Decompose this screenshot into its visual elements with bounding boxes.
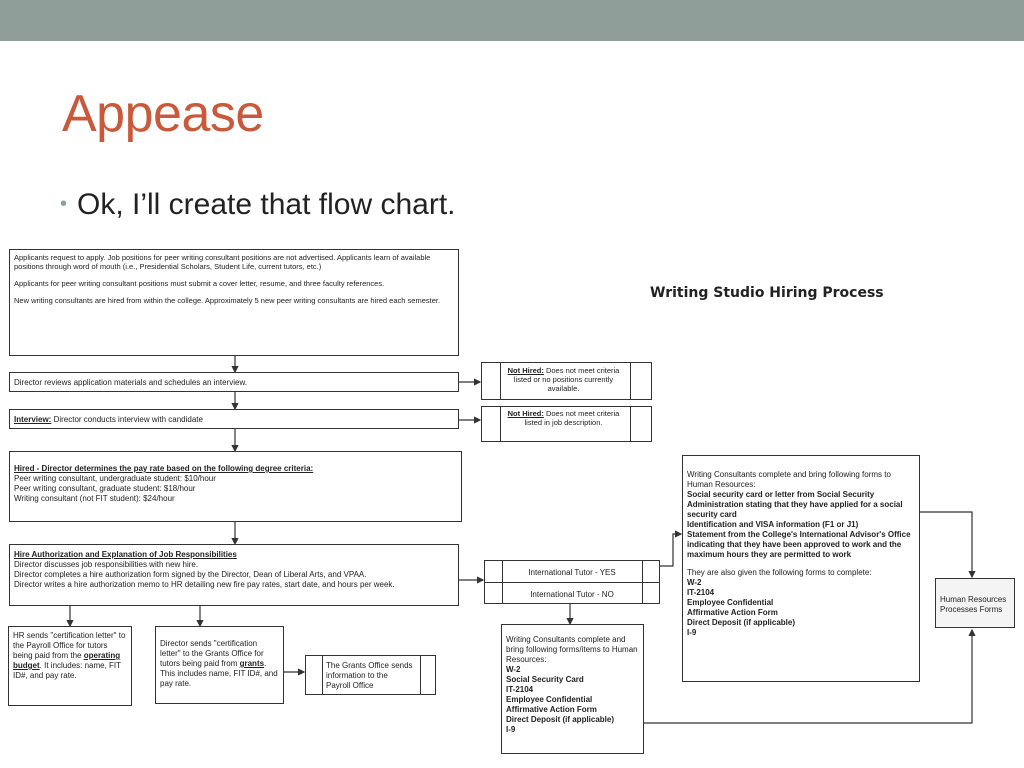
forms-no-item: I-9 — [506, 725, 516, 734]
hire-auth-line-1: Director discusses job responsibilities with new hire. — [14, 560, 199, 569]
hire-auth-line-3: Director writes a hire authorization memo to HR detailing new fire pay rates, start date, and hours per week. — [14, 580, 395, 589]
review-box — [9, 372, 459, 392]
forms-no-item: Direct Deposit (if applicable) — [506, 715, 615, 724]
forms-yes-item: Employee Confidential — [687, 598, 774, 607]
forms-yes-item: IT-2104 — [687, 588, 715, 597]
forms-yes-bullet-3: Statement from the College's International Advisor's Office indicating that they have been approved to work and the maximum hours they are permitted to work — [687, 530, 911, 559]
dir-cert-text-2: grants — [239, 659, 265, 668]
hr-cert-text-3: . It includes: name, FIT ID#, and pay rate. — [13, 661, 121, 680]
hr-processes-text: Human Resources Processes Forms — [940, 595, 1007, 614]
intl-no-text: International Tutor - NO — [530, 590, 614, 599]
interview-box — [9, 409, 459, 429]
slide-title: Appease — [62, 85, 264, 143]
forms-no-item: IT-2104 — [506, 685, 534, 694]
hired-heading: Hired - Director determines the pay rate based on the following degree criteria: — [14, 464, 314, 473]
grants-divider-left — [322, 655, 323, 695]
not-hired-1-text: Does not meet criteria listed or no positions currently available. — [513, 366, 620, 393]
hired-rate-1: Peer writing consultant, undergraduate student: $10/hour — [14, 474, 216, 483]
not-hired-2-divider-left — [500, 406, 501, 442]
hire-auth-heading: Hire Authorization and Explanation of Job Responsibilities — [14, 550, 237, 559]
intl-tutor-yes-box — [484, 560, 660, 583]
hired-rate-3: Writing consultant (not FIT student): $24/hour — [14, 494, 175, 503]
review-text: Director reviews application materials and schedules an interview. — [14, 378, 247, 387]
grants-divider-right — [420, 655, 421, 695]
intl-divider-right — [642, 560, 643, 604]
forms-yes-also: They are also given the following forms to complete: — [687, 568, 872, 577]
hire-auth-line-2: Director completes a hire authorization form signed by the Director, Dean of Liberal Arts, and VPAA. — [14, 570, 367, 579]
applicants-box — [9, 249, 459, 356]
forms-domestic-box — [501, 624, 644, 754]
dir-cert-text-1: Director sends "certification letter" to the Grants Office for tutors being paid from — [160, 639, 264, 668]
not-hired-box-1 — [481, 362, 652, 400]
intl-tutor-no-box — [484, 582, 660, 604]
forms-international-box — [682, 455, 920, 682]
forms-yes-intro: Writing Consultants complete and bring following forms to Human Resources: — [687, 470, 891, 489]
forms-yes-item: I-9 — [687, 628, 697, 637]
intl-divider-left — [502, 560, 503, 604]
interview-label: Interview: — [14, 415, 52, 424]
forms-yes-item: Affirmative Action Form — [687, 608, 778, 617]
forms-yes-item: W-2 — [687, 578, 702, 587]
applicants-p2: Applicants for peer writing consultant positions must submit a cover letter, resume, and three faculty references. — [14, 279, 385, 288]
hr-cert-text-2: operating budget — [13, 651, 121, 670]
forms-yes-item: Direct Deposit (if applicable) — [687, 618, 796, 627]
forms-no-intro: Writing Consultants complete and bring following forms/items to Human Resources: — [506, 635, 638, 664]
not-hired-1-divider-right — [630, 362, 631, 400]
applicants-p3: New writing consultants are hired from within the college. Approximately 5 new peer writing consultants are hired each semester. — [14, 296, 441, 305]
not-hired-2-label: Not Hired: — [507, 409, 544, 418]
hired-box — [9, 451, 462, 522]
flowchart-title: Writing Studio Hiring Process — [650, 285, 884, 301]
hire-authorization-box — [9, 544, 459, 606]
forms-yes-bullet-1: Social security card or letter from Social Security Administration stating that they have applied for a social security card — [687, 490, 903, 519]
applicants-p1: Applicants request to apply. Job positions for peer writing consultant positions are not advertised. Applicants learn of available positions through word of mouth (i.e., Presidential Scholars, Student Life, current tutors, etc.) — [14, 253, 431, 271]
bullet-text: Ok, I’ll create that flow chart. — [77, 188, 456, 221]
forms-no-item: Employee Confidential — [506, 695, 593, 704]
hr-certification-box — [8, 626, 132, 706]
not-hired-box-2 — [481, 406, 652, 442]
forms-no-item: W-2 — [506, 665, 521, 674]
director-certification-box — [155, 626, 284, 704]
not-hired-2-divider-right — [630, 406, 631, 442]
hr-processes-box — [935, 578, 1015, 628]
intl-yes-text: International Tutor - YES — [528, 568, 616, 577]
hr-cert-text-1: HR sends "certification letter" to the Payroll Office for tutors being paid from the — [13, 631, 126, 660]
bullet-dot-icon: • — [60, 193, 68, 215]
interview-text: Director conducts interview with candidate — [51, 415, 203, 424]
hired-rate-2: Peer writing consultant, graduate student: $18/hour — [14, 484, 196, 493]
forms-no-item: Social Security Card — [506, 675, 584, 684]
not-hired-1-divider-left — [500, 362, 501, 400]
not-hired-1-label: Not Hired: — [507, 366, 544, 375]
dir-cert-text-3: . This includes name, FIT ID#, and pay rate. — [160, 659, 278, 688]
grants-office-box — [305, 655, 436, 695]
grants-text: The Grants Office sends information to the Payroll Office — [326, 661, 413, 690]
forms-no-item: Affirmative Action Form — [506, 705, 597, 714]
forms-yes-bullet-2: Identification and VISA information (F1 or J1) — [687, 520, 859, 529]
not-hired-2-text: Does not meet criteria listed in job description. — [524, 409, 620, 427]
